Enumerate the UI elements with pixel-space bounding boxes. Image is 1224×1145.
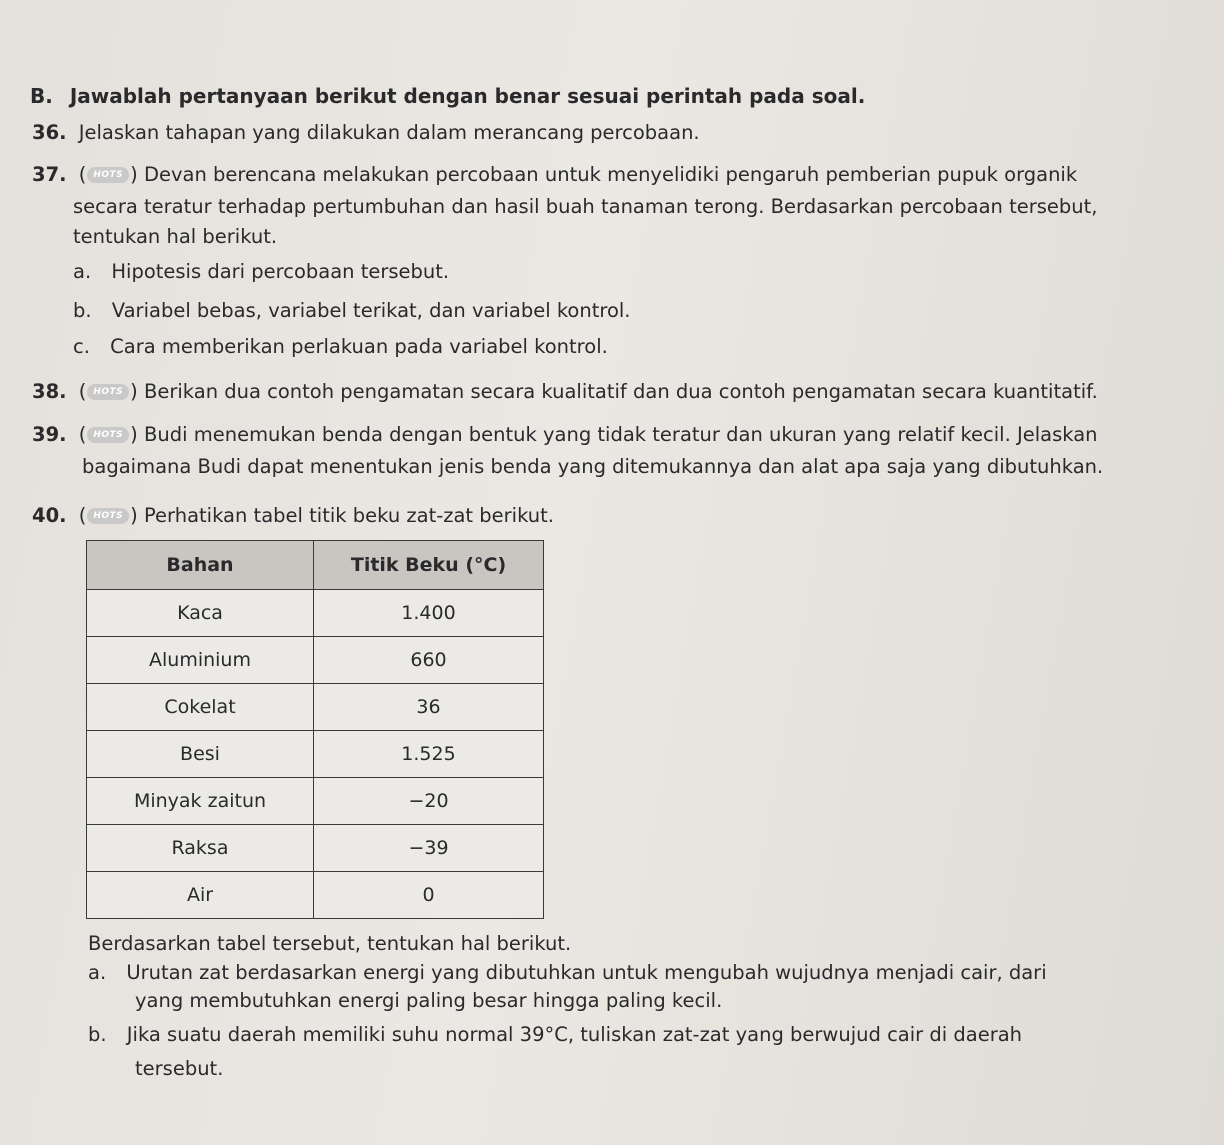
hots-badge: ( HOTS ) <box>78 163 138 186</box>
item-letter: b. <box>88 1023 107 1046</box>
question-37-item-a <box>73 259 449 285</box>
question-37-item-b <box>73 298 631 324</box>
item-text: Variabel bebas, variabel terikat, dan variabel kontrol. <box>111 299 631 322</box>
hots-badge: ( HOTS ) <box>78 380 138 403</box>
question-text: Berikan dua contoh pengamatan secara kualitatif dan dua contoh pengamatan secara kuantitatif. <box>143 380 1098 403</box>
table-cell: 1.400 <box>314 590 544 637</box>
hots-icon: HOTS <box>87 167 129 183</box>
item-letter: c. <box>73 335 90 358</box>
hots-badge: ( HOTS ) <box>78 504 138 527</box>
question-40-item-b <box>88 1022 1022 1048</box>
table-header-row <box>87 541 544 590</box>
question-37 <box>32 162 1077 188</box>
hots-icon: HOTS <box>87 508 129 524</box>
section-header <box>30 84 865 108</box>
question-40-item-a-line2: yang membutuhkan energi paling besar hingga paling kecil. <box>135 989 723 1012</box>
column-header-bahan: Bahan <box>87 541 314 590</box>
table-cell: Besi <box>87 731 314 778</box>
table-cell: 660 <box>314 637 544 684</box>
table-cell: Aluminium <box>87 637 314 684</box>
question-37-line3: tentukan hal berikut. <box>73 225 278 248</box>
table-cell: 0 <box>314 872 544 919</box>
question-40-followup: Berdasarkan tabel tersebut, tentukan hal berikut. <box>88 932 572 955</box>
table-row <box>87 684 544 731</box>
item-letter: a. <box>73 260 92 283</box>
table-row <box>87 590 544 637</box>
item-text: Jika suatu daerah memiliki suhu normal 39°C, tuliskan zat-zat yang berwujud cair di daerah <box>126 1023 1023 1046</box>
table-cell: −20 <box>314 778 544 825</box>
hots-icon: HOTS <box>87 384 129 400</box>
question-38 <box>32 379 1098 405</box>
table-row <box>87 778 544 825</box>
question-40-item-b-line2: tersebut. <box>135 1057 224 1080</box>
item-letter: b. <box>73 299 92 322</box>
question-36 <box>32 120 700 146</box>
section-instruction: Jawablah pertanyaan berikut dengan benar sesuai perintah pada soal. <box>69 84 866 108</box>
section-letter: B. <box>30 84 53 108</box>
table-cell: Minyak zaitun <box>87 778 314 825</box>
question-text: Devan berencana melakukan percobaan untuk menyelidiki pengaruh pemberian pupuk organik <box>143 163 1078 186</box>
table-row <box>87 731 544 778</box>
hots-badge: ( HOTS ) <box>78 423 138 446</box>
question-40 <box>32 503 554 529</box>
table-row <box>87 872 544 919</box>
question-number: 36. <box>32 121 67 144</box>
table-cell: 36 <box>314 684 544 731</box>
table-cell: −39 <box>314 825 544 872</box>
question-number: 38. <box>32 380 67 403</box>
question-text: Perhatikan tabel titik beku zat-zat berikut. <box>143 504 554 527</box>
question-number: 39. <box>32 423 67 446</box>
question-37-line2: secara teratur terhadap pertumbuhan dan hasil buah tanaman terong. Berdasarkan percobaan tersebut, <box>73 195 1098 218</box>
item-letter: a. <box>88 961 107 984</box>
question-40-item-a <box>88 960 1047 986</box>
freezing-point-table <box>86 540 544 919</box>
table-cell: Cokelat <box>87 684 314 731</box>
table-row <box>87 637 544 684</box>
question-text: Jelaskan tahapan yang dilakukan dalam merancang percobaan. <box>78 121 700 144</box>
question-39-line2: bagaimana Budi dapat menentukan jenis benda yang ditemukannya dan alat apa saja yang dibutuhkan. <box>82 455 1104 478</box>
table-cell: Air <box>87 872 314 919</box>
question-37-item-c <box>73 334 608 360</box>
table-cell: Raksa <box>87 825 314 872</box>
item-text: Hipotesis dari percobaan tersebut. <box>111 260 450 283</box>
table-cell: 1.525 <box>314 731 544 778</box>
item-text: Cara memberikan perlakuan pada variabel kontrol. <box>110 335 608 358</box>
item-text: Urutan zat berdasarkan energi yang dibutuhkan untuk mengubah wujudnya menjadi cair, dari <box>126 961 1047 984</box>
table-cell: Kaca <box>87 590 314 637</box>
question-number: 37. <box>32 163 67 186</box>
question-39 <box>32 422 1098 448</box>
column-header-titik-beku: Titik Beku (°C) <box>314 541 544 590</box>
hots-icon: HOTS <box>87 427 129 443</box>
question-number: 40. <box>32 504 67 527</box>
question-text: Budi menemukan benda dengan bentuk yang tidak teratur dan ukuran yang relatif kecil. Jelaskan <box>143 423 1098 446</box>
table-row <box>87 825 544 872</box>
